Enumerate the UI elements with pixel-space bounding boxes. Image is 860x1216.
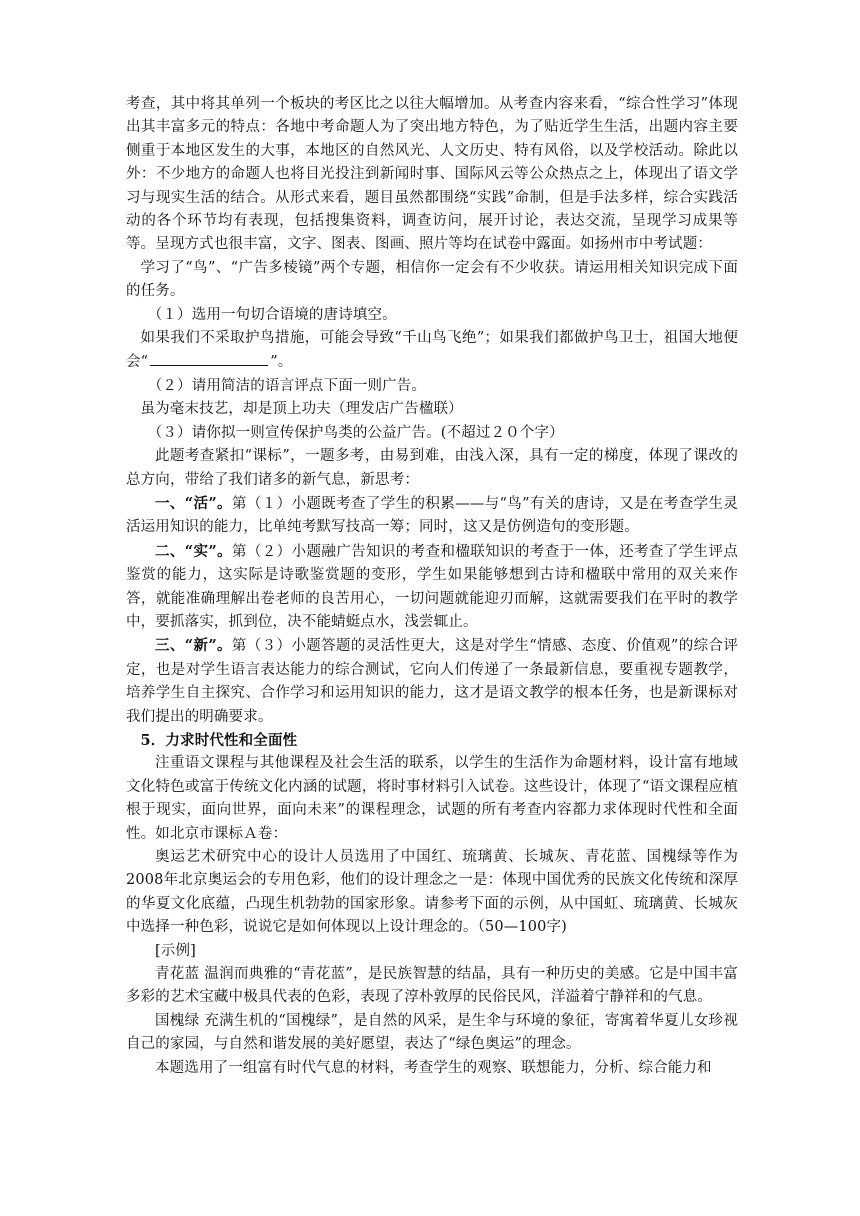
point-1-heading: 一、“活”。 (155, 494, 232, 512)
fill-in-blank (150, 350, 268, 366)
question-1-text-end: ”。 (270, 354, 293, 371)
document-page (126, 93, 738, 1080)
point-2-heading: 二、“实”。 (155, 542, 233, 560)
question-1: （１）选用一句切合语境的唐诗填空。 (147, 306, 397, 323)
point-3-heading: 三、“新”。 (155, 637, 232, 655)
example-blue: 青花蓝 温润而典雅的“青花蓝”，是民族智慧的结晶，具有一种历史的美感。它是中国丰富多彩的艺术宝藏中极具代表的色彩，表现了淳朴敦厚的民俗民风，洋溢着宁静祥和的气息。 (126, 966, 738, 1006)
paragraph-point-2 (126, 540, 738, 635)
example-green: 国槐绿 充满生机的“国槐绿”，是自然的风采，是生伞与环境的象征，寄寓着华夏儿女珍视自己的家园，与自然和谐发展的美好愿望，表达了“绿色奥运”的理念。 (126, 1012, 738, 1053)
point-3-body: 第（３）小题答题的灵活性更大，这是对学生“情感、态度、价值观”的综合评定，也是对学生语言表达能力的综合测试，它向人们传递了一条最新信息，要重视专题教学，培养学生自主探究、合作学习和运用知识的能力，这才是语文教学的根本任务，也是新课标对我们提出的明确要求。 (126, 638, 738, 725)
paragraph-question-stem: 学习了“鸟”、“广告多棱镜”两个专题，相信你一定会有不少收获。请运用相关知识完成下面的任务。 (126, 259, 738, 300)
paragraph-beijing-question: 奥运艺术研究中心的设计人员选用了中国红、琉璃黄、长城灰、青花蓝、国槐绿等作为2008年北京奥运会的专用色彩，他们的设计理念之一是：体现中国优秀的民族文化传统和深厚的华夏文化底蕴，凸现生机勃勃的国家形象。请参考下面的示例，从中国虹、琉璃黄、长城灰中选择一种色彩，说说它是如何体现以上设计理念的。（50—100字) (126, 849, 738, 936)
question-1-text: 如果我们不采取护鸟措施，可能会导致“千山鸟飞绝”；如果我们都做护鸟卫士，祖国大地便会“ (126, 330, 738, 371)
section-heading-5: 5．力求时代性和全面性 (140, 731, 298, 749)
question-2-couplet: 虽为毫末技艺，却是顶上功夫（理发店广告楹联） (140, 401, 463, 418)
question-2: （２）请用简洁的语言评点下面一则广告。 (147, 377, 427, 394)
paragraph-analysis: 此题考查紧扣“课标”，一题多考，由易到难，由浅入深，具有一定的梯度，体现了课改的总方向，带给了我们诸多的新气息，新思考： (126, 448, 738, 488)
point-1-body: 第（１）小题既考查了学生的积累——与“鸟”有关的唐诗，又是在考查学生灵活运用知识的能力，比单纯考默写技高一筹；同时，这又是仿例造句的变形题。 (126, 495, 738, 536)
question-1-context (126, 327, 738, 375)
paragraph-point-1 (126, 492, 738, 540)
question-3: （３）请你拟一则宣传保护鸟类的公益广告。(不超过２０个字） (147, 424, 564, 441)
example-label: [示例] (155, 942, 196, 959)
paragraph-section-5: 注重语文课程与其他课程及社会生活的联系，以学生的生活作为命题材料，设计富有地域文化特色或富于传统文化内涵的试题，将时事材料引入试卷。这些设计，体现了“语文课程应植根于现实，面向世界，面向未来”的课程理念，试题的所有考查内容都力求体现时代性和全面性。如北京市课标Ａ卷： (126, 755, 738, 842)
paragraph-intro: 考查，其中将其单列一个板块的考区比之以往大幅增加。从考查内容来看，“综合性学习”体现出其丰富多元的特点：各地中考命题人为了突出地方特色，为了贴近学生生活，出题内容主要侧重于本地区发生的大事，本地区的自然风光、人文历史、特有风俗，以及学校活动。除此以外：不少地方的命题人也将目光投注到新闻时事、国际风云等公众热点之上，体现出了语文学习与现实生活的结合。从形式来看，题目虽然都围绕“实践”命制，但是手法多样，综合实践活动的各个环节均有表现，包括搜集资料，调查访问，展开讨论，表达交流，呈现学习成果等等。呈现方式也很丰富，文字、图表、图画、照片等均在试卷中露面。如扬州市中考试题： (126, 96, 738, 253)
point-2-body: 第（２）小题融广告知识的考查和楹联知识的考查于一体，还考查了学生评点鉴赏的能力，这实际是诗歌鉴赏题的变形，学生如果能够想到古诗和楹联中常用的双关来作答，就能准确理解出卷老师的良苦用心，一切问题就能迎刃而解，这就需要我们在平时的教学中，要抓落实，抓到位，决不能蜻蜓点水，浅尝辄止。 (126, 543, 738, 630)
paragraph-conclusion: 本题选用了一组富有时代气息的材料，考查学生的观察、联想能力，分析、综合能力和 (155, 1059, 712, 1076)
paragraph-point-3 (126, 634, 738, 729)
